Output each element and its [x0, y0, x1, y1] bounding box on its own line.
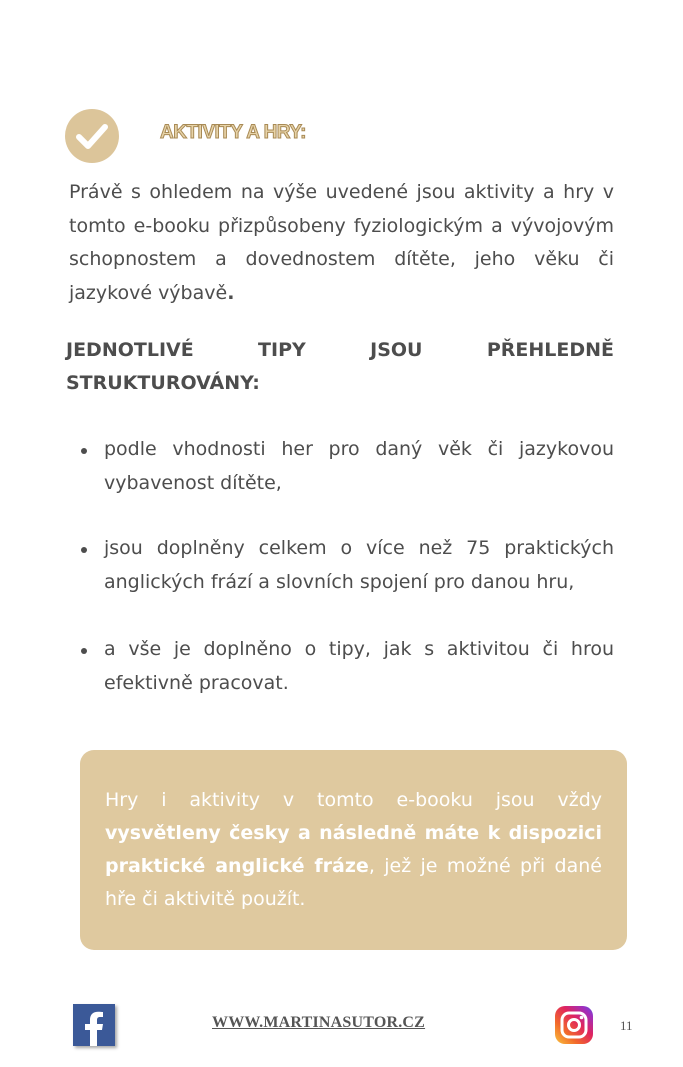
instagram-icon[interactable] — [555, 1006, 593, 1044]
intro-paragraph — [69, 176, 614, 310]
bullet-icon — [81, 648, 87, 654]
tip-text: jsou doplněny celkem o více než 75 praktických anglických frází a slovních spojení pro danou hru, — [104, 537, 614, 593]
list-item — [66, 633, 614, 700]
tips-subheading: JEDNOTLIVÉ TIPY JSOU PŘEHLEDNĚ STRUKTUROVÁNY: — [66, 339, 614, 394]
callout-text — [105, 784, 602, 916]
website-link[interactable]: WWW.MARTINASUTOR.CZ — [212, 1014, 426, 1031]
bullet-icon — [81, 448, 87, 454]
tip-text: a vše je doplněno o tipy, jak s aktivitou či hrou efektivně pracovat. — [104, 638, 614, 694]
callout-text-start: Hry i aktivity v tomto e-booku jsou vždy — [105, 789, 602, 811]
facebook-icon[interactable] — [73, 1004, 115, 1046]
bullet-icon — [81, 547, 87, 553]
callout-text-end: , jež je možné při dané hře či aktivitě použít. — [105, 855, 602, 910]
list-item — [66, 532, 614, 599]
tips-list — [66, 433, 614, 700]
section-heading: AKTIVITY A HRY: — [160, 122, 306, 143]
callout-text-bold: vysvětleny česky a následně máte k dispozici praktické anglické fráze — [105, 822, 602, 877]
list-item — [66, 433, 614, 500]
tip-text: podle vhodnosti her pro daný věk či jazykovou vybavenost dítěte, — [104, 438, 614, 494]
page-number: 11 — [620, 1018, 633, 1033]
callout-box — [80, 750, 627, 950]
checkmark-icon — [65, 109, 119, 163]
intro-end: . — [227, 281, 235, 304]
intro-text: Právě s ohledem na výše uvedené jsou aktivity a hry v tomto e-booku přizpůsobeny fyziologickým a vývojovým schopnostem a dovednostem dítěte, jeho věku či jazykové výbavě — [69, 181, 614, 304]
